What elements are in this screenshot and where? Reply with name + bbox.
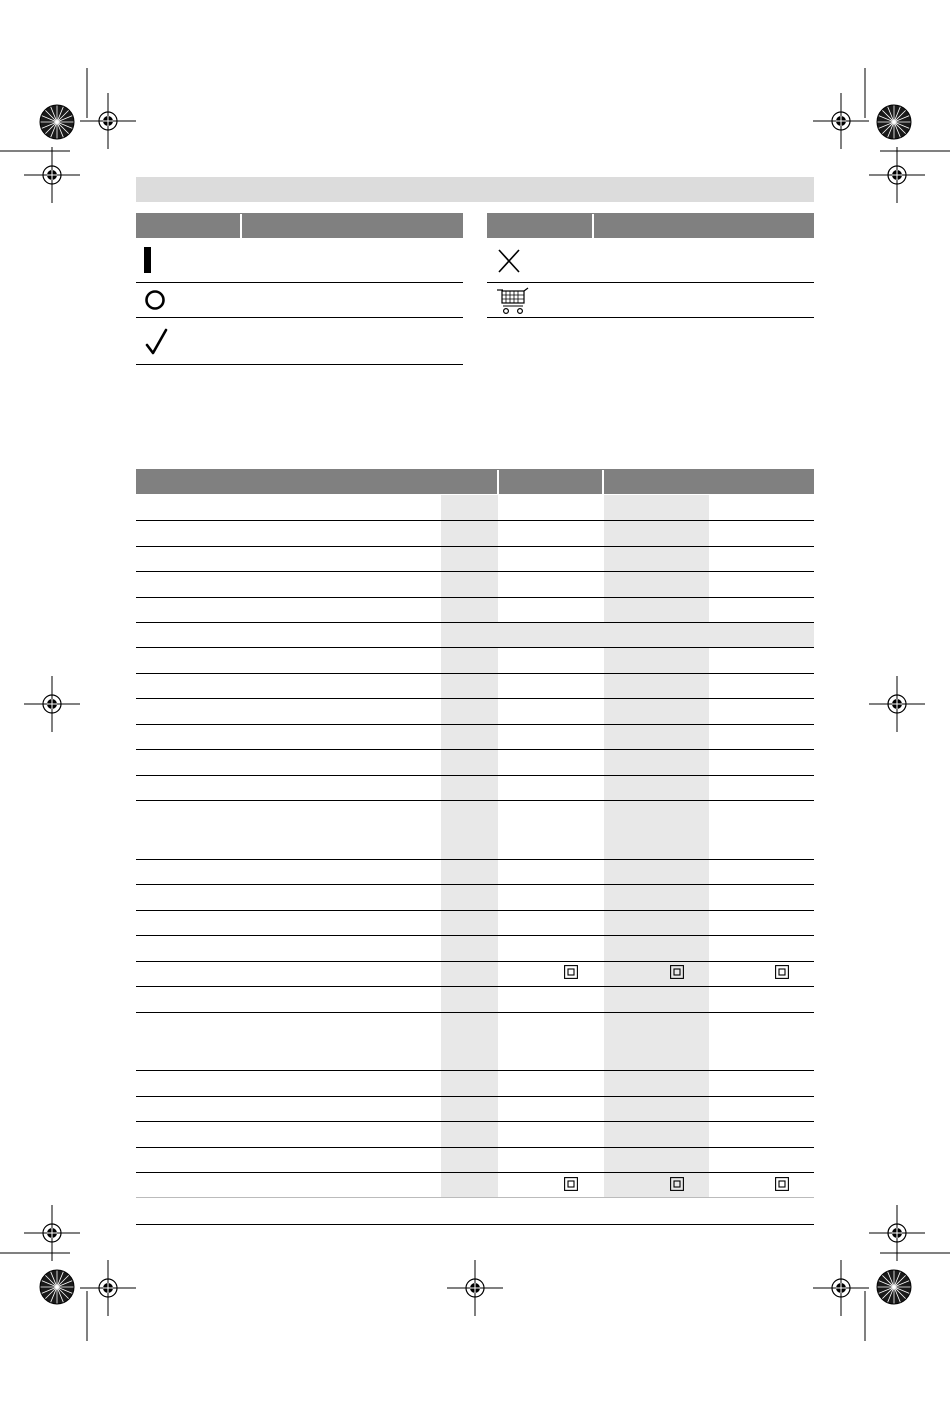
table-row-line bbox=[136, 724, 814, 725]
column-divider bbox=[592, 214, 594, 238]
table-row-line bbox=[136, 1147, 814, 1148]
symbols-right-row bbox=[487, 283, 814, 317]
class-ii-insulation-icon bbox=[775, 965, 789, 979]
table-row-line bbox=[136, 597, 814, 598]
table-row-line bbox=[136, 1070, 814, 1071]
cross-icon bbox=[497, 248, 521, 274]
table-row-line bbox=[136, 698, 814, 699]
shaded-column bbox=[604, 495, 709, 1197]
class-ii-insulation-icon bbox=[775, 1177, 789, 1191]
table-row-line bbox=[136, 749, 814, 750]
symbols-left-row bbox=[136, 318, 463, 364]
class-ii-insulation-icon bbox=[564, 965, 578, 979]
symbols-left-row bbox=[136, 238, 463, 282]
symbols-table-left-header bbox=[136, 213, 463, 238]
spec-table-header bbox=[136, 469, 814, 494]
table-row-line bbox=[136, 800, 814, 801]
column-divider bbox=[602, 470, 604, 494]
table-row-line bbox=[136, 546, 814, 547]
column-divider bbox=[497, 470, 499, 494]
class-ii-insulation-icon bbox=[670, 965, 684, 979]
table-row-line bbox=[136, 1197, 814, 1198]
shopping-cart-icon bbox=[495, 287, 529, 315]
symbols-left-row bbox=[136, 283, 463, 317]
table-row-line bbox=[136, 859, 814, 860]
table-row-line bbox=[136, 622, 814, 623]
shaded-section-row bbox=[441, 623, 814, 647]
row-divider bbox=[136, 364, 463, 365]
table-bottom-rule bbox=[136, 1224, 814, 1225]
table-row-line bbox=[136, 520, 814, 521]
symbols-right-row bbox=[487, 238, 814, 282]
table-row-line bbox=[136, 1121, 814, 1122]
class-ii-insulation-icon bbox=[670, 1177, 684, 1191]
power-on-bar-icon bbox=[144, 247, 151, 273]
page-header-band bbox=[136, 177, 814, 202]
table-row-line bbox=[136, 571, 814, 572]
table-row-line bbox=[136, 1012, 814, 1013]
symbols-table-right-header bbox=[487, 213, 814, 238]
checkmark-icon bbox=[145, 328, 169, 356]
table-row-line bbox=[136, 647, 814, 648]
table-row-line bbox=[136, 961, 814, 962]
power-off-circle-icon bbox=[144, 289, 166, 311]
table-row-line bbox=[136, 673, 814, 674]
table-row-line bbox=[136, 910, 814, 911]
table-row-line bbox=[136, 986, 814, 987]
table-row-line bbox=[136, 1096, 814, 1097]
table-row-line bbox=[136, 935, 814, 936]
table-row-line bbox=[136, 775, 814, 776]
shaded-column bbox=[441, 495, 498, 1197]
table-row-line bbox=[136, 884, 814, 885]
class-ii-insulation-icon bbox=[564, 1177, 578, 1191]
row-divider bbox=[487, 317, 814, 318]
table-row-line bbox=[136, 1172, 814, 1173]
column-divider bbox=[240, 214, 242, 238]
